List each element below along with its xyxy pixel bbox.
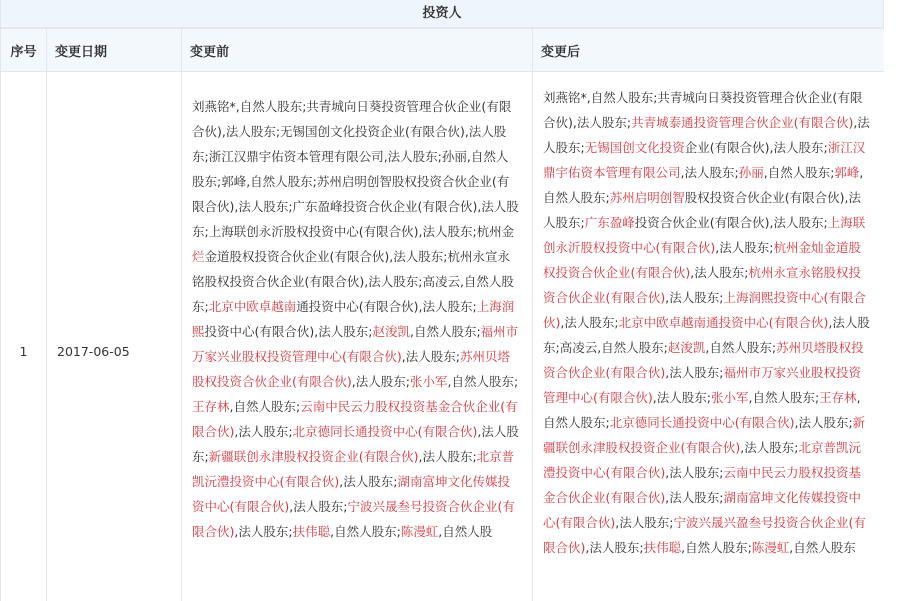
changed-text-segment: 苏州启明创智 (609, 190, 685, 205)
text-segment: ,自然人股东; (409, 324, 481, 339)
column-header-date: 变更日期 (47, 29, 182, 72)
change-record-table (0, 28, 884, 601)
changed-text-segment: 无锡国创文化投资 (584, 140, 685, 155)
table-row (1, 72, 885, 601)
text-segment: ,自然人股东; (748, 390, 820, 405)
text-segment: ,法人股东; (652, 390, 711, 405)
text-segment: ,法人股东; (418, 449, 477, 464)
text-segment: ,法人股东; (289, 499, 348, 514)
changed-text-segment: 新疆联创永津股权投资企业(有限合伙) (543, 415, 866, 455)
changed-text-segment: 杭州金灿金道股权投资合伙企业(有限合伙) (543, 240, 861, 280)
changed-text-segment: 北京德同长通投资中心(有限合伙) (609, 415, 795, 430)
changed-text-segment: 张小军 (409, 374, 448, 389)
text-segment: ,法人股东; (560, 315, 619, 330)
text-segment: ,自然人股东; (447, 374, 519, 389)
changed-text-segment: 云南中民云力股权投资基金合伙企业(有限合伙) (543, 465, 861, 505)
changed-text-segment: 福州市万家兴业股权投资管理中心(有限合伙) (192, 324, 519, 364)
text-segment: ,法人股东; (351, 374, 410, 389)
text-segment: ,法人股东; (794, 415, 853, 430)
text-segment: ,自然人股东; (763, 165, 835, 180)
text-segment: ,自然人股东; (229, 399, 301, 414)
changed-text-segment: 王存林 (192, 399, 230, 414)
text-segment: ,法人股东; (234, 524, 293, 539)
text-segment: ,法人股东; (665, 290, 724, 305)
changed-text-segment: 宁波兴晟兴盈叁号投资合伙企业(有限合伙) (543, 515, 866, 555)
text-segment: ,法人股东; (665, 490, 724, 505)
text-segment: ,自然人股东; (543, 390, 861, 430)
changed-text-segment: 郭峰 (834, 165, 860, 180)
text-segment: ,自然人股 (438, 524, 493, 539)
text-segment: ,法人股东; (690, 265, 749, 280)
changed-text-segment: 湖南富坤文化传媒投资中心(有限合伙) (543, 490, 861, 530)
row-number: 1 (1, 72, 47, 601)
changed-text-segment: 上海润熙投资中心(有限合伙) (543, 290, 866, 330)
changed-text-segment: 烂 (192, 249, 205, 264)
text-segment: ,法人股东; (401, 349, 460, 364)
text-segment: 刘燕铭*,自然人股东;共青城向日葵投资管理合伙企业(有限合伙),法人股东;无锡国创文化投资企业(有限合伙),法人股东;浙江汉鼎宇佑资本管理有限公司,法人股东;孙丽,自然人股东;郭峰,自然人股东;苏州启明创智股权投资合伙企业(有限合伙),法人股东;广东盈峰投资合伙企业(有限合伙),法人股东;上海联创永沂股权投资中心(有限合伙),法人股东;杭州金 (192, 99, 519, 239)
text-segment: 企业(有限合伙),法人股东; (684, 140, 828, 155)
changed-text-segment: 新疆联创永津股权投资企业(有限合伙) (208, 449, 419, 464)
changed-text-segment: 苏州贝塔股权投资合伙企业(有限合伙) (543, 340, 864, 380)
text-segment: ,法人股东;高凌云,自然人股东; (543, 315, 870, 355)
section-title: 投资人 (0, 0, 884, 28)
text-segment: ,自然人股东; (681, 540, 752, 555)
changed-text-segment: 浙江汉鼎宇佑资本管理有限公司 (543, 140, 866, 180)
text-segment: ,法人股东; (715, 240, 774, 255)
changed-text-segment: 北京中欧卓越南通投资中心(有限合伙) (618, 315, 829, 330)
text-segment: ,自然人股东; (330, 524, 401, 539)
changed-text-segment: 赵浚凯 (667, 340, 706, 355)
text-segment: 股权投资合伙企业(有限合伙),法人股东; (543, 190, 861, 230)
right-margin (884, 0, 912, 601)
after-text (543, 85, 872, 560)
changed-text-segment: 上海润熙 (192, 299, 515, 339)
changed-text-segment: 杭州永宣永铭股权投资合伙企业(有限合伙) (543, 265, 861, 305)
text-segment: 通投资中心(有限合伙),法人股东; (296, 299, 477, 314)
changed-text-segment: 张小军 (710, 390, 749, 405)
changed-text-segment: 北京中欧卓越南 (208, 299, 297, 314)
changed-text-segment: 陈漫虹 (400, 524, 439, 539)
change-date: 2017-06-05 (47, 72, 182, 601)
after-content (533, 72, 885, 601)
changed-text-segment: 共青城泰通投资管理合伙企业(有限合伙) (631, 115, 854, 130)
text-segment: 刘燕铭*,自然人股东;共青城向日葵投资管理合伙企业(有限合伙),法人股东; (543, 90, 863, 130)
changed-text-segment: 湖南富坤文化传媒投资中心(有限合伙) (192, 474, 510, 514)
text-segment: ,法人股东; (543, 115, 870, 155)
text-segment: ,自然人股东; (543, 165, 864, 205)
changed-text-segment: 北京普凯沅澧投资中心(有限合伙) (192, 449, 515, 489)
text-segment: 投资合伙企业(有限合伙),法人股东; (634, 215, 828, 230)
column-header-no: 序号 (1, 29, 47, 72)
table-header-row (1, 29, 885, 72)
changed-text-segment: 北京德同长通投资中心(有限合伙) (292, 424, 478, 439)
changed-text-segment: 云南中民云力股权投资基金合伙企业(有限合伙) (192, 399, 518, 439)
changed-text-segment: 扶伟聪 (643, 540, 682, 555)
changed-text-segment: 福州市万家兴业股权投资管理中心(有限合伙) (543, 365, 861, 405)
text-segment: ,法人股东; (680, 165, 739, 180)
text-segment: ,法人股东; (234, 424, 293, 439)
text-segment: ,法人股东; (615, 515, 674, 530)
changed-text-segment: 宁波兴晟叁号投资合伙企业(有限合伙) (192, 499, 515, 539)
changed-text-segment: 苏州贝塔股权投资合伙企业(有限合伙) (192, 349, 510, 389)
text-segment: ,法人股东; (665, 365, 724, 380)
text-segment: ,自然人股东; (705, 340, 777, 355)
column-header-after: 变更后 (533, 29, 885, 72)
before-content (182, 72, 533, 601)
text-segment: ,自然人股东 (789, 540, 856, 555)
before-text (192, 94, 520, 544)
changed-text-segment: 扶伟聪 (292, 524, 331, 539)
text-segment: ,法人股东; (585, 540, 644, 555)
column-header-before: 变更前 (182, 29, 533, 72)
text-segment: ,法人股东; (740, 440, 799, 455)
changed-text-segment: 北京普凯沅澧投资中心(有限合伙) (543, 440, 861, 480)
text-segment: ,法人股东; (192, 424, 519, 464)
changed-text-segment: 陈漫虹 (751, 540, 790, 555)
text-segment: ,法人股东; (665, 465, 724, 480)
changed-text-segment: 赵浚凯 (372, 324, 410, 339)
text-segment: 投资中心(有限合伙),法人股东; (204, 324, 373, 339)
text-segment: ,法人股东; (339, 474, 398, 489)
changed-text-segment: 孙丽 (738, 165, 764, 180)
text-segment: 金道股权投资合伙企业(有限合伙),法人股东;杭州永宣永铭股权投资合伙企业(有限合伙),法人股东;高凌云,自然人股东; (192, 249, 514, 314)
changed-text-segment: 王存林 (819, 390, 857, 405)
changed-text-segment: 上海联创永沂股权投资中心(有限合伙) (543, 215, 866, 255)
changed-text-segment: 广东盈峰 (584, 215, 635, 230)
